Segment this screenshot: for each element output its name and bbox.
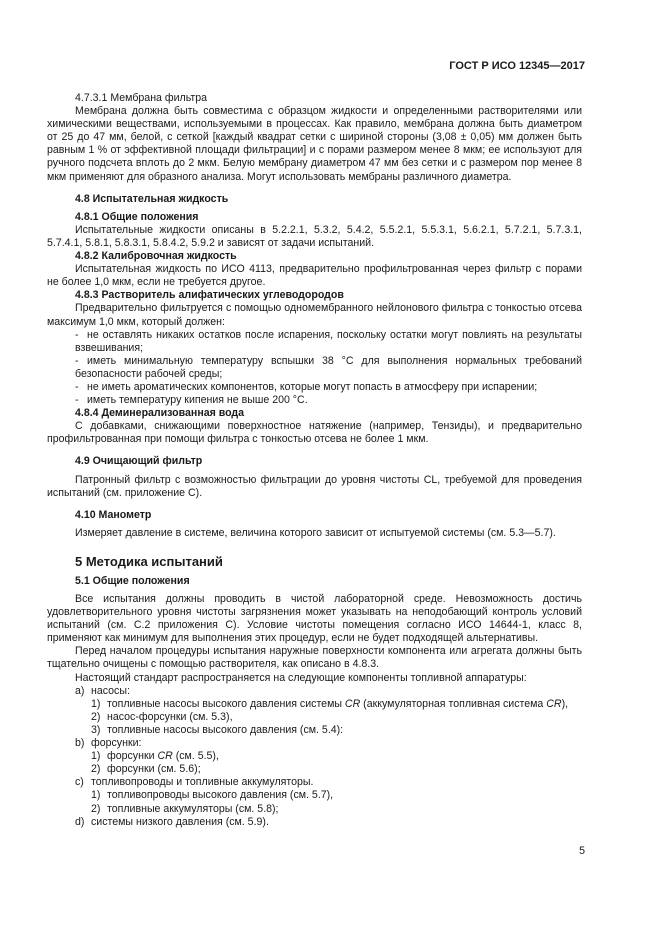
list-item-a3: 3) топливные насосы высокого давления (см. 5.4): bbox=[91, 723, 344, 736]
paragraph-test-fluids: Испытательные жидкости описаны в 5.2.2.1, 5.3.2, 5.4.2, 5.5.2.1, 5.5.3.1, 5.6.2.1, 5.7.2.1, 5.7.3.1, 5.7.4.1, 5.8.1, 5.8.3.1, 5.8.4.2, 5.9.2 и зависят от задачи испытаний. bbox=[47, 223, 582, 249]
heading-4-7-3-1: 4.7.3.1 Мембрана фильтра bbox=[75, 92, 208, 104]
page-number: 5 bbox=[579, 845, 585, 857]
paragraph-manometer: Измеряет давление в системе, величина которого зависит от испытуемой системы (см. 5.3—5.7). bbox=[75, 526, 556, 539]
heading-4-9: 4.9 Очищающий фильтр bbox=[75, 455, 203, 468]
bullet-item: - иметь минимальную температуру вспышки 38 °С для выполнения нормальных требований безопасности рабочей среды; bbox=[75, 354, 582, 380]
paragraph-general-1: Все испытания должны проводить в чистой лабораторной среде. Невозможность достичь удовлетворительного уровня чистоты загрязнения может указывать на неподобающий контроль условий испытаний (см. С.2 приложения С). Условие чистоты помещения согласно ИСО 14644-1, класс 8, применяют как минимум для выполнения этих процедур, если не будет подходящей альтернативы. bbox=[47, 593, 582, 645]
paragraph-membrane: Мембрана должна быть совместима с образцом жидкости и определенными растворителями или химическими веществами, используемыми в процессах. Как правило, мембрана должна быть диаметром от 25 до 47 мм, белой, с сеткой [каждый квадрат сетки с шириной стороны (3,08 ± 0,05) мм должен быть равным 1 % от эффективной площади фильтрации] и с порами размером менее 8 мкм; ее используют для ручного подсчета вплоть до 2 мкм. Белую мембрану диаметром 47 мм без сетки и с размером пор менее 8 мкм применяют для образного анализа. Могут использовать мембраны различного диаметра. bbox=[47, 105, 582, 183]
list-item-b1: 1) форсунки CR (см. 5.5), bbox=[91, 750, 219, 763]
list-item-b2: 2) форсунки (см. 5.6); bbox=[91, 763, 201, 776]
paragraph-general-2: Перед началом процедуры испытания наружные поверхности компонента или агрегата должны быть тщательно очищены с помощью растворителя, как описано в 4.8.3. bbox=[47, 645, 582, 671]
heading-4-8-3: 4.8.3 Растворитель алифатических углеводородов bbox=[75, 289, 344, 302]
list-item-a2: 2) насос-форсунки (см. 5.3), bbox=[91, 710, 233, 723]
list-item-c2: 2) топливные аккумуляторы (см. 5.8); bbox=[91, 802, 279, 815]
list-item-a: a) насосы: bbox=[75, 684, 130, 697]
heading-4-8: 4.8 Испытательная жидкость bbox=[75, 192, 229, 205]
heading-4-10: 4.10 Манометр bbox=[75, 508, 152, 521]
paragraph-solvent: Предварительно фильтруется с помощью одномембранного нейлонового фильтра с тонкостью отсева максимум 1,0 мкм, который должен: bbox=[47, 302, 582, 328]
page-content bbox=[47, 92, 582, 829]
paragraph-calibration-fluid: Испытательная жидкость по ИСО 4113, предварительно профильтрованная через фильтр с порами не более 1,0 мкм, если не требуется другое. bbox=[47, 263, 582, 289]
bullet-item: - не оставлять никаких остатков после испарения, поскольку остатки могут повлиять на результаты взвешивания; bbox=[75, 328, 582, 354]
bullet-item: - иметь температуру кипения не выше 200 °С. bbox=[75, 394, 308, 407]
heading-4-8-4: 4.8.4 Деминерализованная вода bbox=[75, 407, 245, 420]
heading-5-1: 5.1 Общие положения bbox=[75, 574, 190, 587]
heading-4-8-2: 4.8.2 Калибровочная жидкость bbox=[75, 250, 237, 263]
list-item-a1: 1) топливные насосы высокого давления системы CR (аккумуляторная топливная система CR), bbox=[91, 697, 569, 710]
paragraph-cleaning-filter: Патронный фильтр с возможностью фильтрации до уровня чистоты CL, требуемой для проведения испытаний (см. приложение С). bbox=[47, 473, 582, 499]
heading-section-5: 5 Методика испытаний bbox=[75, 553, 223, 569]
paragraph-general-3: Настоящий стандарт распространяется на следующие компоненты топливной аппаратуры: bbox=[75, 671, 527, 684]
list-item-c1: 1) топливопроводы высокого давления (см. 5.7), bbox=[91, 789, 334, 802]
list-item-b: b) форсунки: bbox=[75, 737, 142, 750]
bullet-item: - не иметь ароматических компонентов, которые могут попасть в атмосферу при испарении; bbox=[75, 380, 538, 393]
paragraph-demineralized-water: С добавками, снижающими поверхностное натяжение (например, Тензиды), и предварительно профильтрованная при помощи фильтра с тонкостью отсева не более 1 мкм. bbox=[47, 420, 582, 446]
list-item-c: c) топливопроводы и топливные аккумуляторы. bbox=[75, 776, 314, 789]
list-item-d: d) системы низкого давления (см. 5.9). bbox=[75, 815, 269, 828]
document-header: ГОСТ Р ИСО 12345—2017 bbox=[449, 60, 585, 72]
heading-4-8-1: 4.8.1 Общие положения bbox=[75, 210, 199, 223]
